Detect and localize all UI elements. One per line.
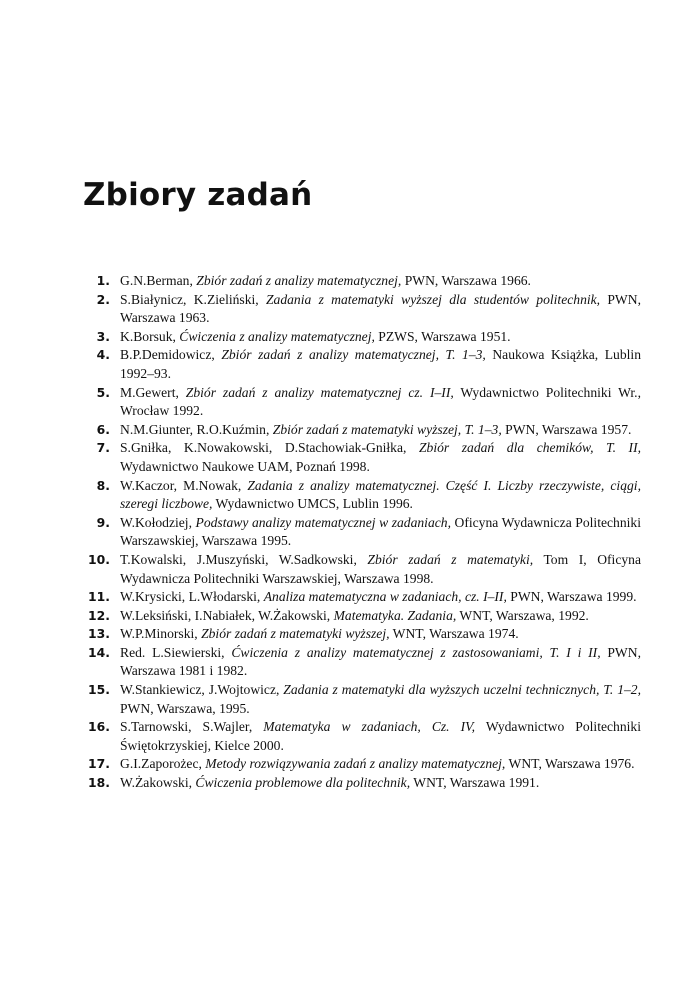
item-title: Zbiór zadań z analizy matematycznej cz. I–II, [185,384,454,400]
item-authors: M.Gewert, [120,384,186,400]
item-title: Metody rozwiązywania zadań z analizy matematycznej, [205,756,506,772]
item-authors: G.I.Zaporożec, [120,756,206,772]
item-authors: W.Leksiński, I.Nabiałek, W.Żakowski, [120,607,334,623]
item-authors: S.Gniłka, K.Nowakowski, D.Stachowiak-Gniłka, [120,440,419,456]
item-publisher: Naukowa Książka, Lublin 1992–93. [120,347,641,381]
item-number: 11. [88,589,110,605]
item-authors: B.P.Demidowicz, [120,347,222,363]
item-publisher: Wydawnictwo Politechniki Wr., Wrocław 1992. [120,384,641,419]
item-title: Zbiór zadań z analizy matematycznej, T. 1–3, [221,347,486,363]
item-authors: S.Tarnowski, S.Wajler, [120,719,264,735]
item-number: 7. [96,440,110,456]
item-publisher: PWN, Warszawa 1981 i 1982. [120,644,641,679]
item-title: Analiza matematyczna w zadaniach, cz. I–II, [263,589,507,605]
item-publisher: Wydawnictwo Naukowe UAM, Poznań 1998. [120,458,370,474]
bibliography-item [83,681,641,718]
item-publisher: PWN, Warszawa, 1995. [120,700,250,716]
item-publisher: WNT, Warszawa, 1992. [456,607,589,623]
bibliography-item [83,607,641,626]
item-number: 4. [96,347,110,363]
item-publisher: PWN, Warszawa 1999. [506,589,637,605]
item-title: Zbiór zadań z analizy matematycznej, [196,273,402,288]
item-title: Zbiór zadań dla chemików, T. II, [418,440,641,456]
bibliography-item [83,421,641,440]
item-authors: S.Białynicz, K.Zieliński, [120,291,266,307]
item-title: Ćwiczenia z analizy matematycznej z zastosowaniami, T. I i II, [231,644,601,660]
item-title: Zbiór zadań z matematyki wyższej, [201,626,390,642]
item-number: 15. [88,682,110,698]
bibliography-item [83,477,641,514]
bibliography-item [83,346,641,383]
item-authors: W.Krysicki, L.Włodarski, [120,589,264,605]
item-number: 12. [88,607,110,623]
item-publisher: WNT, Warszawa 1974. [389,626,519,642]
item-number: 17. [88,756,110,772]
bibliography-item [83,551,641,588]
item-number: 1. [96,273,110,288]
bibliography-item [83,755,641,774]
bibliography-item [83,774,641,793]
item-publisher: WNT, Warszawa 1976. [505,756,635,772]
item-title: Zadania z analizy matematycznej. Część I. Liczby rzeczywiste, ciągi, szeregi liczbowe, [120,477,641,512]
page-title: Zbiory zadań [83,177,313,213]
item-number: 6. [96,421,110,437]
bibliography-item [83,625,641,644]
item-number: 9. [96,514,110,530]
bibliography-item [83,328,641,347]
item-authors: T.Kowalski, J.Muszyński, W.Sadkowski, [120,551,368,567]
item-number: 14. [88,644,110,660]
item-title: Ćwiczenia problemowe dla politechnik, [195,775,411,791]
item-number: 13. [88,626,110,642]
item-number: 16. [88,719,110,735]
item-publisher: WNT, Warszawa 1991. [410,775,540,791]
bibliography-item [83,439,641,476]
item-authors: W.Kołodziej, [120,514,196,530]
bibliography-item [83,384,641,421]
item-publisher: PWN, Warszawa 1963. [120,291,641,326]
item-title: Zbiór zadań z matematyki wyższej, T. 1–3, [272,421,502,437]
item-title: Podstawy analizy matematycznej w zadaniach, [195,514,451,530]
item-number: 10. [88,551,110,567]
item-title: Zadania z matematyki dla wyższych uczelni technicznych, T. 1–2, [283,682,641,698]
item-authors: W.P.Minorski, [120,626,202,642]
item-publisher: Wydawnictwo UMCS, Lublin 1996. [212,496,413,512]
bibliography-item [83,272,641,291]
bibliography-item [83,291,641,328]
item-title: Ćwiczenia z analizy matematycznej, [179,328,375,344]
item-publisher: PZWS, Warszawa 1951. [374,328,511,344]
item-title: Zadania z matematyki wyższej dla studentów politechnik, [265,291,601,307]
item-publisher: Tom I, Oficyna Wydawnicza Politechniki Warszawskiej, Warszawa 1998. [120,551,641,586]
item-title: Matematyka. Zadania, [333,607,457,623]
bibliography-list [83,272,641,793]
item-authors: G.N.Berman, [120,273,197,288]
bibliography-item [83,514,641,551]
item-publisher: PWN, Warszawa 1966. [401,273,531,288]
item-authors: N.M.Giunter, R.O.Kuźmin, [120,421,273,437]
item-publisher: Oficyna Wydawnicza Politechniki Warszawskiej, Warszawa 1995. [120,514,641,549]
bibliography-item [83,588,641,607]
bibliography-item [83,718,641,755]
item-authors: W.Żakowski, [120,775,196,791]
item-publisher: PWN, Warszawa 1957. [501,421,632,437]
item-number: 5. [96,384,110,400]
item-authors: W.Stankiewicz, J.Wojtowicz, [120,682,284,698]
item-number: 8. [96,477,110,493]
item-title: Matematyka w zadaniach, Cz. IV, [263,719,476,735]
item-authors: W.Kaczor, M.Nowak, [120,477,248,493]
item-authors: Red. L.Siewierski, [120,644,232,660]
item-number: 2. [96,291,110,307]
item-number: 3. [96,328,110,344]
bibliography-item [83,644,641,681]
item-publisher: Wydawnictwo Politechniki Świętokrzyskiej, Kielce 2000. [120,719,641,753]
item-title: Zbiór zadań z matematyki, [367,551,534,567]
item-number: 18. [88,775,110,791]
item-authors: K.Borsuk, [120,328,180,344]
